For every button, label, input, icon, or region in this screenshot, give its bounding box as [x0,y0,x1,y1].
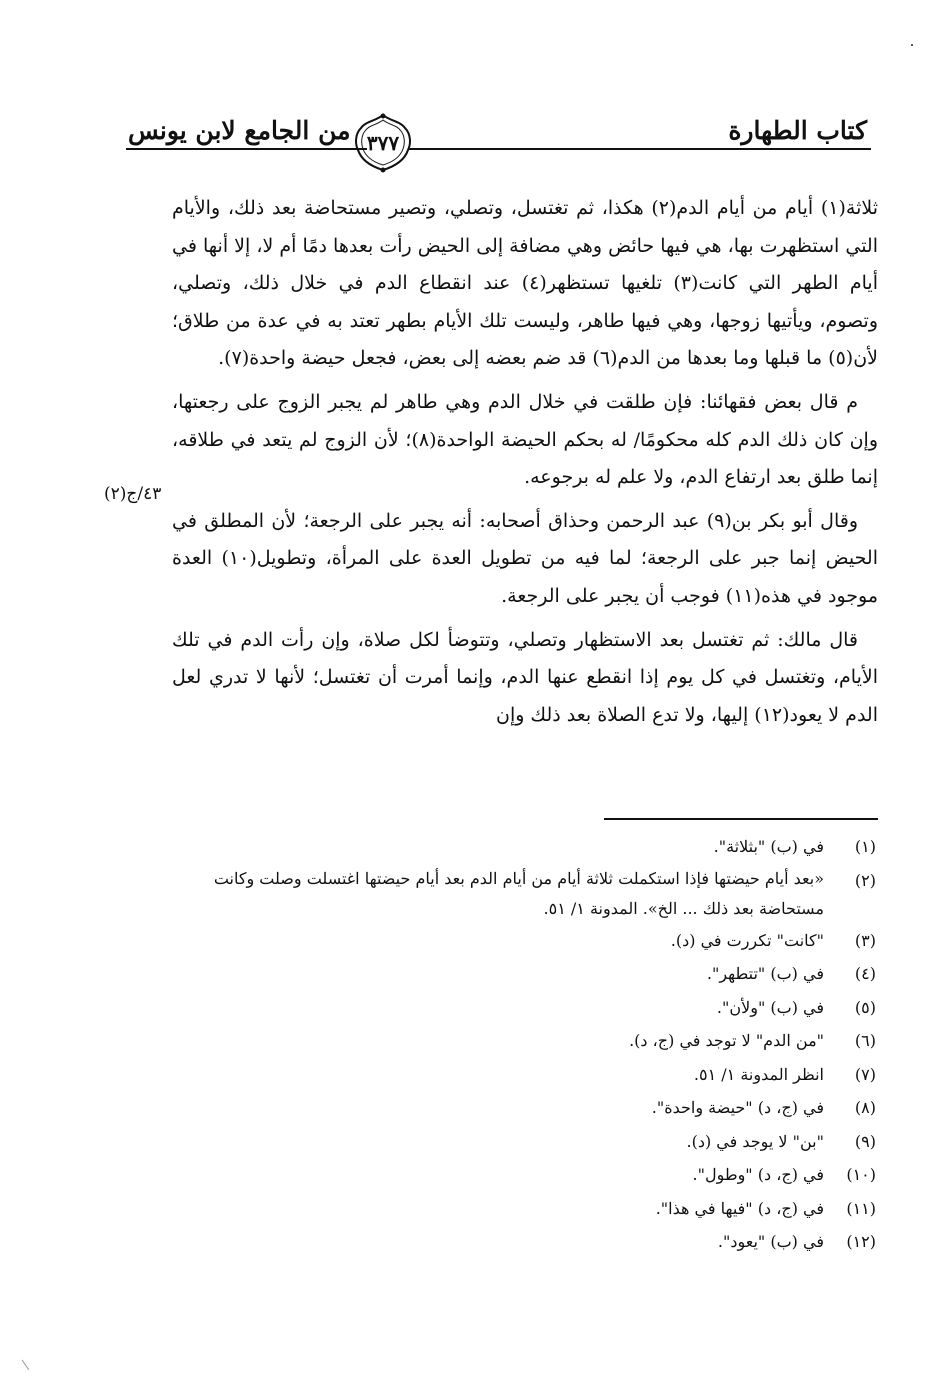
footnote-text: في (ج، د) "فيها في هذا". [655,1198,824,1218]
text-line: وليست تلك الأيام بطهر تعتد به في عدة من طلاق؛ لأن(٥) ما قبلها وما بعدها من [172,309,878,370]
footnote [196,991,876,1025]
footnote [196,1125,876,1159]
chapter-title: كتاب الطهارة [728,116,867,145]
footnote-text: في (ب) "يعود". [717,1232,824,1251]
text-line: الدم في خلال ذلك، وتصلي، وتصوم، ويأتيها زوجها، وهي فيها طاهر، [172,272,878,332]
footnote-text: "بن" لا يوجد في (د). [686,1131,824,1151]
footnote-text: "كانت" تكررت في (د). [670,930,824,950]
footnote [196,864,876,924]
text-line: ذلك، والأيام التي استظهرت بها، هي فيها حائض وهي مضافة إلى الحيض رأت [172,197,879,257]
footnotes [196,830,876,1259]
text-line: على رجعتها، وإن كان ذلك الدم كله محكومًا/ له بحكم الحيضة الواحدة(٨)؛ لأن [172,390,879,451]
footnote-number: (١٢) [846,1232,876,1251]
paragraph-2 [172,384,878,497]
footnote-number: (٧) [854,1064,876,1084]
paragraph-3 [172,503,878,616]
footnote [196,957,876,991]
footnote-number: (٥) [854,997,876,1017]
text-line: الزوج لم يتعد في طلاقه، إنما طلق بعد ارتفاع الدم، ولا علم له برجوعه. [172,428,878,489]
header-rule-left [126,148,367,150]
scan-mark [22,1354,38,1370]
main-text [172,190,878,734]
footnote [196,1192,876,1226]
footnote [196,830,876,864]
footnote-separator [604,818,878,820]
footnote-text: في (ب) "ولأن". [716,997,824,1017]
footnote-text: في (ج، د) "وطول". [692,1165,824,1184]
book-title: من الجامع لابن يونس [128,116,351,145]
footnote-text: في (ب) "بثلاثة". [713,837,824,856]
footnote-text: انظر المدونة ١/ ٥١. [693,1064,824,1084]
manuscript-folio-note: ٤٣/ج(٢) [104,484,162,504]
footnote-text: «بعد أيام حيضتها فإذا استكملت ثلاثة أيام من أيام الدم بعد أيام حيضتها اغتسلت وصلت وكانت مستحاضة بعد ذلك ... الخ». المدونة ١/ ٥١. [213,868,824,918]
running-header [0,112,935,172]
text-line: م قال بعض فقهائنا: فإن طلقت في خلال الدم وهي طاهر لم يجبر الزوج [277,390,858,413]
text-line: لأن المطلق في الحيض إنما جبر على الرجعة؛ لما فيه من تطويل العدة على المرأة، [172,509,878,570]
text-line: بعدها دمًا أم لا، إلا أنها في أيام الطهر التي كانت(٣) تلغيها تستظهر(٤) عند انقطاع [172,234,878,295]
footnote-text: "من الدم" لا توجد في (ج، د). [629,1031,824,1050]
page-number: ٣٧٧ [366,131,400,155]
footnote-number: (٩) [854,1131,876,1151]
paragraph-1 [172,190,878,378]
footnote-text: في (ج، د) "حيضة واحدة". [651,1098,824,1117]
footnote-number: (١) [854,837,876,856]
text-line: ثلاثة(١) أيام من أيام الدم(٢) هكذا، ثم تغتسل، وتصلي، وتصير مستحاضة بعد [271,197,878,219]
text-line: وتطويل(١٠) العدة موجود في هذه(١١) فوجب أن يجبر على الرجعة. [172,547,878,607]
header-rule-right [408,148,871,150]
text-line: وقال أبو بكر بن(٩) عبد الرحمن وحذاق أصحابه: أنه يجبر على الرجعة؛ [303,509,858,532]
footnote-number: (١١) [846,1198,876,1218]
footnote-number: (٢) [854,870,876,890]
footnote-number: (٨) [854,1098,876,1117]
footnote-number: (١٠) [846,1165,876,1184]
footnote-text: في (ب) "تتطهر". [706,964,824,983]
scan-speck [911,44,913,46]
footnote [196,1058,876,1092]
footnote [196,924,876,958]
footnote [196,1024,876,1058]
footnote [196,1158,876,1192]
footnote-number: (٦) [854,1031,876,1050]
footnote-number: (٣) [854,930,876,950]
text-line: رأت الدم في تلك الأيام، وتغتسل في كل يوم إذا انقطع عنها الدم، وإنما أمرت أن [172,628,879,689]
paragraph-4 [172,622,878,735]
footnote [196,1225,876,1259]
footnote [196,1091,876,1125]
footnote-number: (٤) [854,964,876,983]
text-line: تغتسل؛ لأنها لا تدري لعل الدم لا يعود(١٢) إليها، ولا تدع الصلاة بعد ذلك وإن [172,666,878,726]
text-line: قال مالك: ثم تغتسل بعد الاستظهار وتصلي، وتتوضأ لكل صلاة، وإن [321,628,858,651]
text-line: الدم(٦) قد ضم بعضه إلى بعض، فجعل حيضة واحدة(٧). [218,347,651,370]
